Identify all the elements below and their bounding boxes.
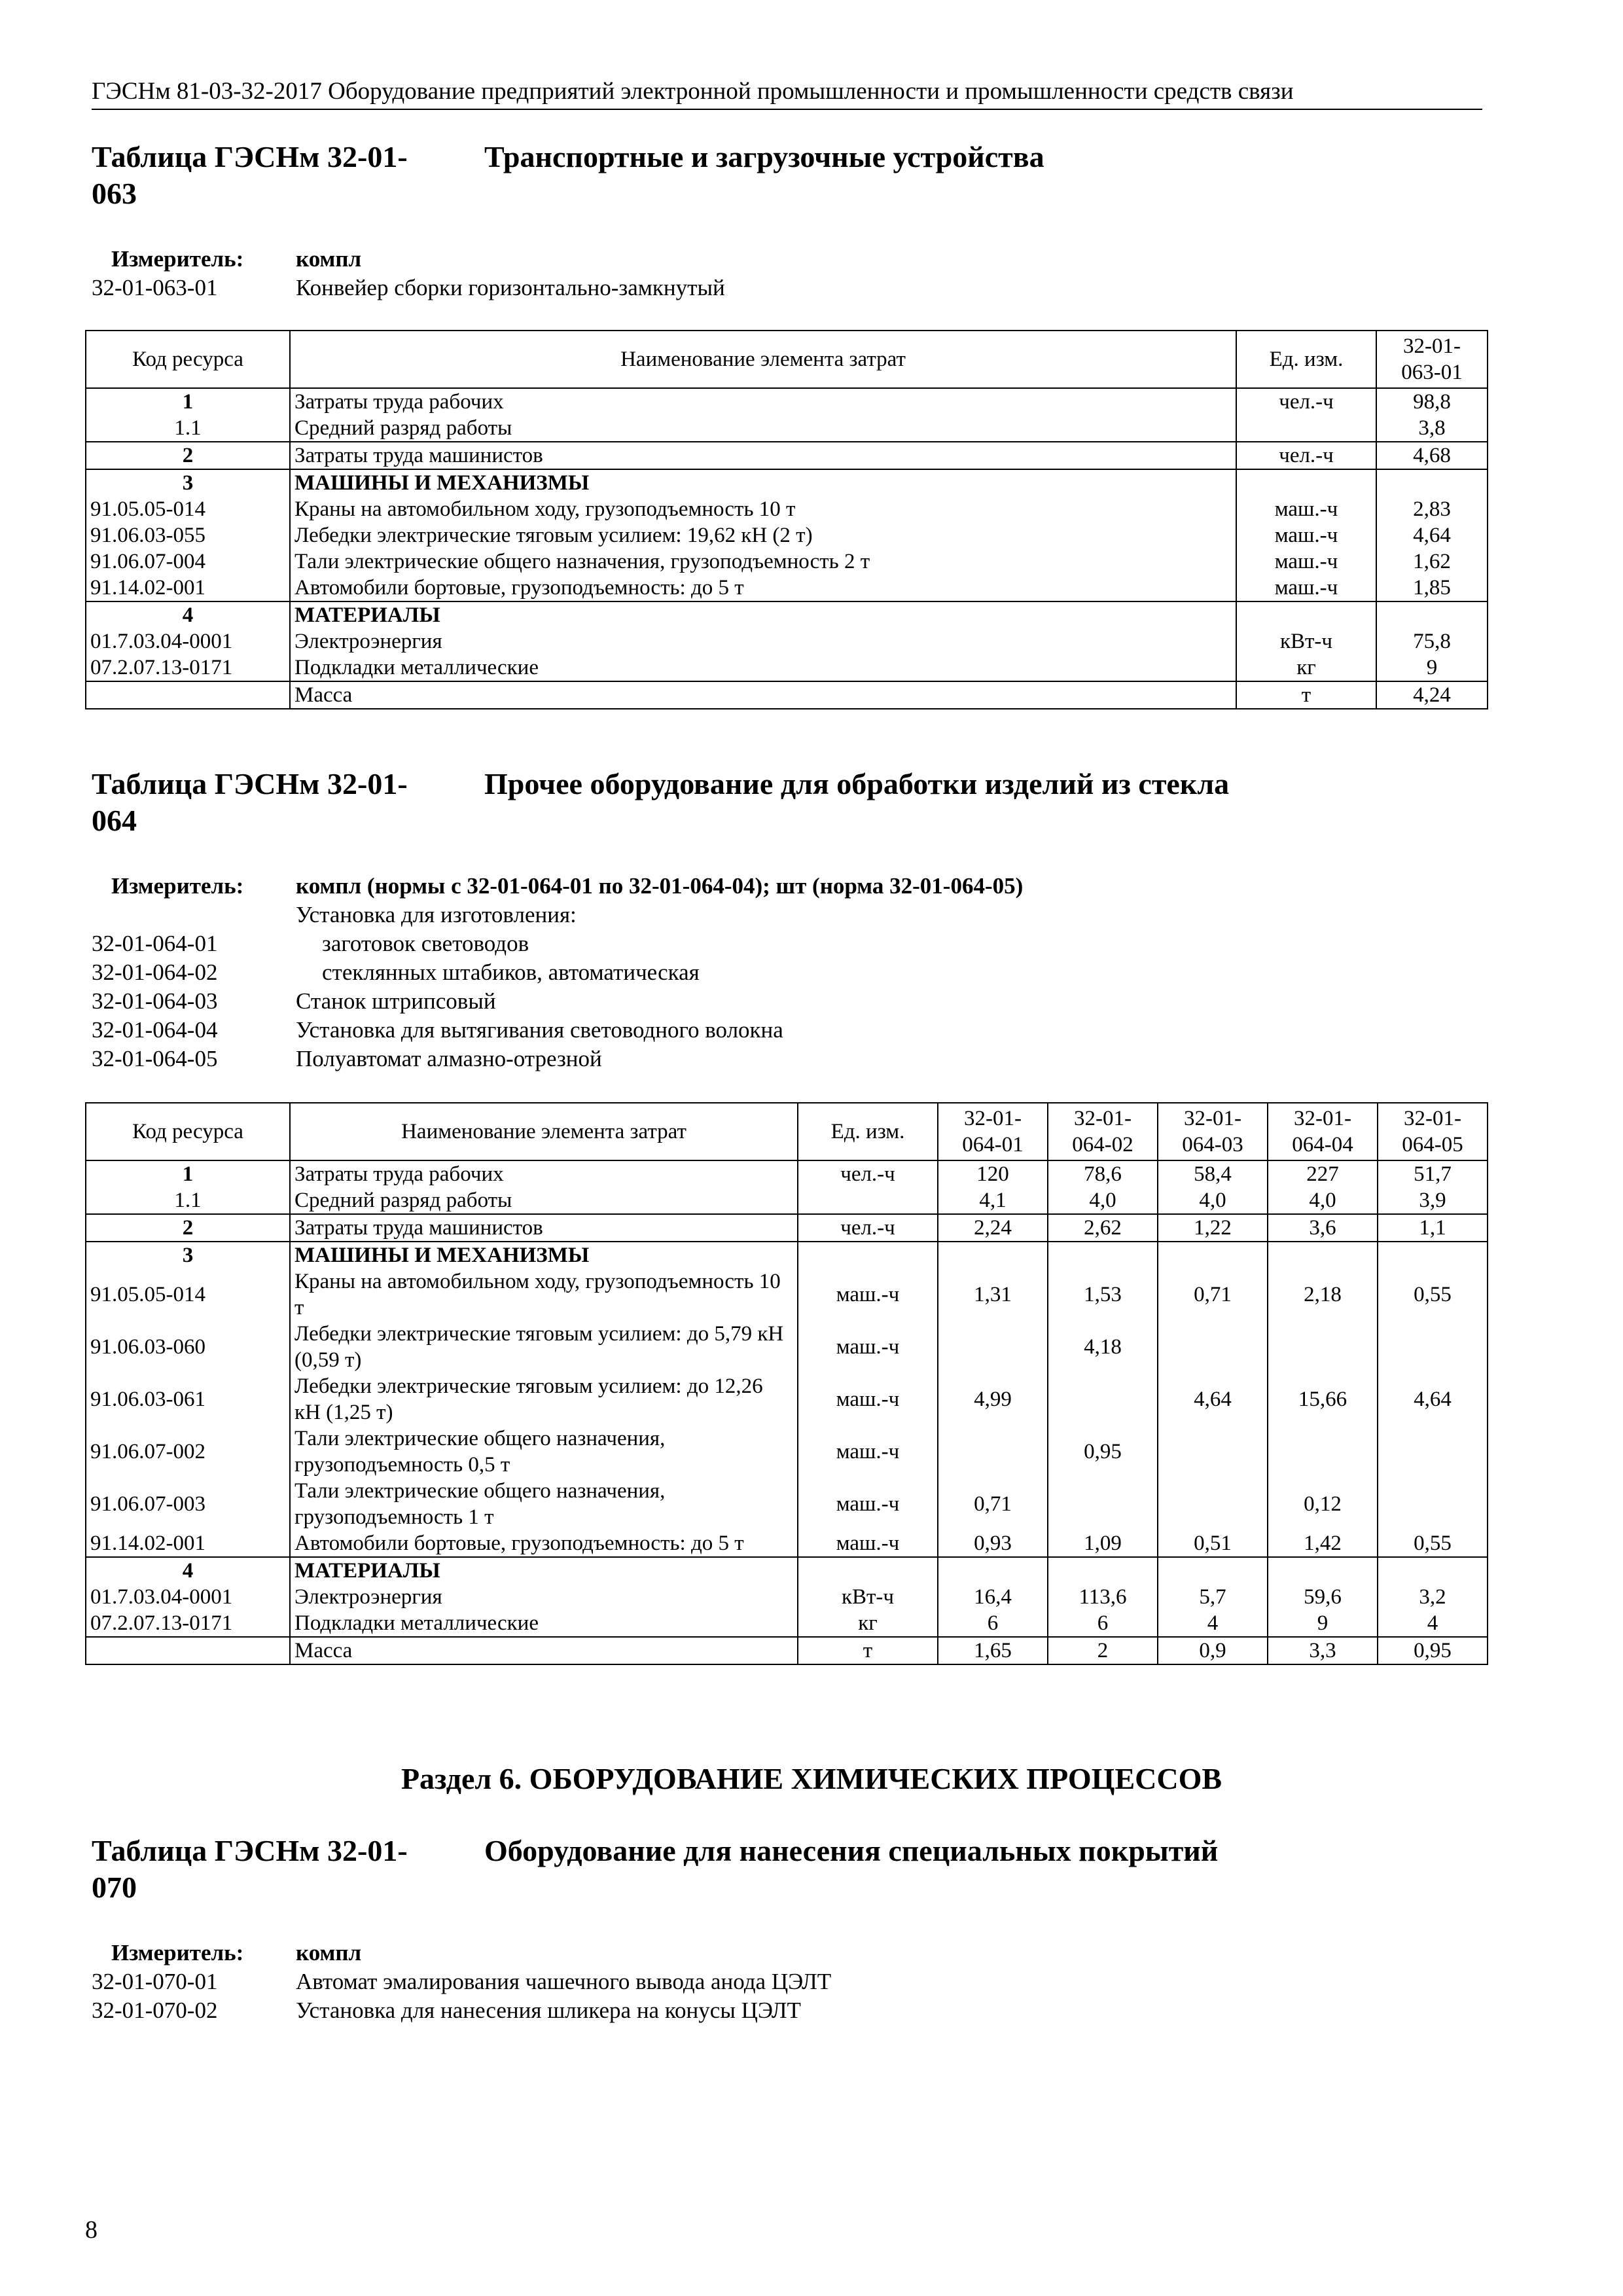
cell-value: 4,24 <box>1376 681 1488 709</box>
header-norm-col <box>938 1103 1048 1160</box>
cell-value <box>1048 1478 1158 1530</box>
cell-value <box>1376 601 1488 628</box>
norm-code: 32-01-063-01 <box>92 275 218 300</box>
table-063-number-line1: Таблица ГЭСНм 32-01- <box>92 140 408 173</box>
cell-name: МАТЕРИАЛЫ <box>290 1557 798 1584</box>
measure-value: компл <box>296 1940 362 1965</box>
measure-value: компл (нормы с 32-01-064-01 по 32-01-064-04); шт (норма 32-01-064-05) <box>296 873 1024 899</box>
cell-value: 6 <box>938 1610 1048 1637</box>
cell-value: 2,24 <box>938 1214 1048 1242</box>
cell-value: 51,7 <box>1378 1160 1488 1187</box>
cell-code: 07.2.07.13-0171 <box>86 655 290 681</box>
cell-value: 4,64 <box>1378 1373 1488 1426</box>
cell-value: 4 <box>1158 1610 1268 1637</box>
measure-label: Измеритель: <box>111 246 244 272</box>
cell-name: Тали электрические общего назначения, грузоподъемность 2 т <box>290 548 1236 575</box>
cell-code: 2 <box>86 442 290 469</box>
table-070-title <box>92 1833 1482 1906</box>
cell-unit: чел.-ч <box>798 1160 938 1187</box>
cell-value: 1,1 <box>1378 1214 1488 1242</box>
table-row <box>86 601 1488 628</box>
cell-value: 1,62 <box>1376 548 1488 575</box>
cell-name: Тали электрические общего назначения, грузоподъемность 1 т <box>290 1478 798 1530</box>
cell-unit <box>798 1187 938 1214</box>
cell-value: 2,83 <box>1376 496 1488 522</box>
table-row <box>86 548 1488 575</box>
cell-value: 113,6 <box>1048 1584 1158 1610</box>
header-name: Наименование элемента затрат <box>290 331 1236 388</box>
table-064-grid <box>85 1102 1488 1665</box>
norm-text: заготовок световодов <box>322 931 529 956</box>
table-row <box>86 1530 1488 1557</box>
cell-value <box>1376 469 1488 496</box>
cell-value: 6 <box>1048 1610 1158 1637</box>
table-row <box>86 522 1488 548</box>
cell-value: 9 <box>1268 1610 1378 1637</box>
cell-value <box>1158 1426 1268 1478</box>
table-063-measure <box>92 245 1482 302</box>
cell-name: Средний разряд работы <box>290 415 1236 442</box>
cell-code: 91.06.07-003 <box>86 1478 290 1530</box>
cell-name: Подкладки металлические <box>290 655 1236 681</box>
cell-unit: чел.-ч <box>1236 442 1376 469</box>
cell-code: 91.14.02-001 <box>86 1530 290 1557</box>
cell-value: 227 <box>1268 1160 1378 1187</box>
header-norm-col-l1: 32-01- <box>1074 1107 1132 1130</box>
norm-code: 32-01-064-02 <box>92 960 218 985</box>
cell-unit: кг <box>1236 655 1376 681</box>
cell-unit: кг <box>798 1610 938 1637</box>
header-norm-col <box>1376 331 1488 388</box>
cell-value: 0,93 <box>938 1530 1048 1557</box>
cell-code: 91.05.05-014 <box>86 1268 290 1321</box>
cell-value <box>1378 1426 1488 1478</box>
cell-value: 4,64 <box>1158 1373 1268 1426</box>
table-row <box>86 1160 1488 1187</box>
table-063-name: Транспортные и загрузочные устройства <box>484 140 1044 173</box>
table-row <box>86 1557 1488 1584</box>
cell-value <box>1048 1242 1158 1268</box>
cell-name: Затраты труда машинистов <box>290 1214 798 1242</box>
cell-value: 3,8 <box>1376 415 1488 442</box>
cell-value: 3,3 <box>1268 1637 1378 1664</box>
cell-value <box>1268 1321 1378 1373</box>
cell-unit <box>798 1242 938 1268</box>
table-064-measure <box>92 872 1482 1073</box>
norm-text: Автомат эмалирования чашечного вывода анода ЦЭЛТ <box>296 1969 832 1994</box>
cell-code: 4 <box>86 1557 290 1584</box>
cell-name: Лебедки электрические тяговым усилием: до 12,26 кН (1,25 т) <box>290 1373 798 1426</box>
cell-value: 0,71 <box>1158 1268 1268 1321</box>
table-row <box>86 415 1488 442</box>
cell-value <box>1268 1426 1378 1478</box>
cell-value <box>938 1426 1048 1478</box>
cell-code: 07.2.07.13-0171 <box>86 1610 290 1637</box>
cell-value <box>1158 1321 1268 1373</box>
cell-value <box>1378 1242 1488 1268</box>
measure-label: Измеритель: <box>111 1940 244 1965</box>
cell-value: 0,12 <box>1268 1478 1378 1530</box>
table-063-grid <box>85 330 1488 709</box>
cell-unit: маш.-ч <box>798 1478 938 1530</box>
table-064-number-line2: 064 <box>92 804 137 837</box>
table-064-name: Прочее оборудование для обработки изделий из стекла <box>484 767 1230 800</box>
cell-value: 4,1 <box>938 1187 1048 1214</box>
table-row <box>86 628 1488 655</box>
table-row <box>86 1584 1488 1610</box>
header-norm-col-l2: 064-05 <box>1402 1133 1463 1157</box>
cell-unit <box>798 1557 938 1584</box>
cell-value <box>1378 1321 1488 1373</box>
table-row <box>86 655 1488 681</box>
table-row <box>86 681 1488 709</box>
cell-unit: маш.-ч <box>1236 496 1376 522</box>
cell-value: 98,8 <box>1376 388 1488 415</box>
cell-value: 59,6 <box>1268 1584 1378 1610</box>
cell-name: Лебедки электрические тяговым усилием: 19,62 кН (2 т) <box>290 522 1236 548</box>
norm-code: 32-01-070-02 <box>92 1998 218 2023</box>
cell-name: Подкладки металлические <box>290 1610 798 1637</box>
header-norm-col-l1: 32-01- <box>964 1107 1022 1130</box>
cell-unit <box>1236 469 1376 496</box>
cell-value: 1,85 <box>1376 575 1488 601</box>
cell-name: Затраты труда рабочих <box>290 1160 798 1187</box>
cell-name: Электроэнергия <box>290 628 1236 655</box>
cell-value: 0,51 <box>1158 1530 1268 1557</box>
cell-value: 15,66 <box>1268 1373 1378 1426</box>
cell-value <box>1378 1557 1488 1584</box>
cell-value: 1,53 <box>1048 1268 1158 1321</box>
cell-value: 4,0 <box>1048 1187 1158 1214</box>
table-070-measure <box>92 1939 1482 2025</box>
cell-name: Лебедки электрические тяговым усилием: до 5,79 кН (0,59 т) <box>290 1321 798 1373</box>
table-row <box>86 1242 1488 1268</box>
table-064-title <box>92 766 1482 839</box>
cell-code: 1 <box>86 388 290 415</box>
cell-unit: маш.-ч <box>1236 548 1376 575</box>
table-row <box>86 388 1488 415</box>
cell-name: МАШИНЫ И МЕХАНИЗМЫ <box>290 469 1236 496</box>
table-070-number <box>92 1833 458 1906</box>
norm-code: 32-01-064-05 <box>92 1046 218 1071</box>
norm-text: стеклянных штабиков, автоматическая <box>322 960 700 985</box>
header-code: Код ресурса <box>86 1103 290 1160</box>
cell-code: 91.06.03-060 <box>86 1321 290 1373</box>
header-norm-col-l1: 32-01- <box>1184 1107 1241 1130</box>
table-row <box>86 575 1488 601</box>
cell-name: Масса <box>290 1637 798 1664</box>
cell-code: 1.1 <box>86 1187 290 1214</box>
page-number: 8 <box>85 2216 98 2244</box>
cell-value: 5,7 <box>1158 1584 1268 1610</box>
table-070-number-line1: Таблица ГЭСНм 32-01- <box>92 1834 408 1867</box>
cell-value: 2,62 <box>1048 1214 1158 1242</box>
cell-value: 0,55 <box>1378 1530 1488 1557</box>
cell-value: 0,95 <box>1048 1426 1158 1478</box>
norm-text: Станок штрипсовый <box>296 988 496 1014</box>
table-070-name: Оборудование для нанесения специальных покрытий <box>484 1834 1219 1867</box>
cell-code: 01.7.03.04-0001 <box>86 1584 290 1610</box>
cell-value: 78,6 <box>1048 1160 1158 1187</box>
cell-unit: маш.-ч <box>1236 522 1376 548</box>
header-norm-col <box>1378 1103 1488 1160</box>
measure-value: компл <box>296 246 362 272</box>
cell-value: 75,8 <box>1376 628 1488 655</box>
cell-value: 1,09 <box>1048 1530 1158 1557</box>
table-row <box>86 496 1488 522</box>
header-norm-col-l1: 32-01- <box>1294 1107 1351 1130</box>
cell-name: Затраты труда машинистов <box>290 442 1236 469</box>
section-title: Раздел 6. ОБОРУДОВАНИЕ ХИМИЧЕСКИХ ПРОЦЕССОВ <box>401 1762 1222 1795</box>
cell-code: 91.05.05-014 <box>86 496 290 522</box>
cell-code: 4 <box>86 601 290 628</box>
cell-value: 2,18 <box>1268 1268 1378 1321</box>
cell-value: 1,42 <box>1268 1530 1378 1557</box>
cell-code: 91.14.02-001 <box>86 575 290 601</box>
header-norm-col <box>1158 1103 1268 1160</box>
cell-code: 3 <box>86 469 290 496</box>
table-row <box>86 1187 1488 1214</box>
table-row <box>86 1478 1488 1530</box>
cell-code <box>86 681 290 709</box>
cell-value: 4,18 <box>1048 1321 1158 1373</box>
header-norm-col <box>1268 1103 1378 1160</box>
table-063-title <box>92 139 1482 212</box>
table-070-number-line2: 070 <box>92 1871 137 1904</box>
table-064-number <box>92 766 458 839</box>
cell-value <box>1048 1373 1158 1426</box>
norm-text: Установка для вытягивания световодного волокна <box>296 1017 783 1043</box>
cell-name: Автомобили бортовые, грузоподъемность: до 5 т <box>290 1530 798 1557</box>
cell-value: 1,65 <box>938 1637 1048 1664</box>
header-norm-col-l2: 064-01 <box>962 1133 1024 1157</box>
cell-value: 0,9 <box>1158 1637 1268 1664</box>
cell-unit <box>1236 601 1376 628</box>
cell-name: Тали электрические общего назначения, грузоподъемность 0,5 т <box>290 1426 798 1478</box>
cell-value: 4,0 <box>1268 1187 1378 1214</box>
cell-unit: кВт-ч <box>1236 628 1376 655</box>
cell-unit: кВт-ч <box>798 1584 938 1610</box>
table-row <box>86 1214 1488 1242</box>
header-code: Код ресурса <box>86 331 290 388</box>
cell-unit: маш.-ч <box>798 1268 938 1321</box>
cell-unit: маш.-ч <box>798 1373 938 1426</box>
cell-code: 91.06.07-002 <box>86 1426 290 1478</box>
header-name: Наименование элемента затрат <box>290 1103 798 1160</box>
cell-unit: маш.-ч <box>798 1530 938 1557</box>
header-norm-col-l1: 32-01- <box>1404 1107 1461 1130</box>
table-063-number-line2: 063 <box>92 177 137 210</box>
norm-code: 32-01-070-01 <box>92 1969 218 1994</box>
cell-value <box>1048 1557 1158 1584</box>
cell-code: 91.06.03-055 <box>86 522 290 548</box>
cell-name: Электроэнергия <box>290 1584 798 1610</box>
cell-value: 1,22 <box>1158 1214 1268 1242</box>
table-063-number <box>92 139 458 212</box>
cell-name: Средний разряд работы <box>290 1187 798 1214</box>
cell-value <box>1378 1478 1488 1530</box>
cell-value: 3,9 <box>1378 1187 1488 1214</box>
cell-value: 16,4 <box>938 1584 1048 1610</box>
norm-text: Конвейер сборки горизонтально-замкнутый <box>296 275 725 300</box>
cell-code: 2 <box>86 1214 290 1242</box>
header-norm-col-l2: 064-03 <box>1182 1133 1243 1157</box>
cell-value: 9 <box>1376 655 1488 681</box>
cell-value <box>938 1321 1048 1373</box>
norm-text: Полуавтомат алмазно-отрезной <box>296 1046 602 1071</box>
cell-code: 1 <box>86 1160 290 1187</box>
table-row <box>86 442 1488 469</box>
table-row <box>86 1268 1488 1321</box>
cell-unit <box>1236 415 1376 442</box>
cell-name: Автомобили бортовые, грузоподъемность: до 5 т <box>290 575 1236 601</box>
norm-code: 32-01-064-04 <box>92 1017 218 1043</box>
cell-value: 4,0 <box>1158 1187 1268 1214</box>
cell-value: 3,2 <box>1378 1584 1488 1610</box>
header-norm-col-l1: 32-01- <box>1403 334 1461 358</box>
cell-value: 120 <box>938 1160 1048 1187</box>
table-row <box>86 1637 1488 1664</box>
cell-value: 2 <box>1048 1637 1158 1664</box>
table-row <box>86 469 1488 496</box>
norm-text: Установка для нанесения шликера на конусы ЦЭЛТ <box>296 1998 801 2023</box>
cell-name: Краны на автомобильном ходу, грузоподъемность 10 т <box>290 496 1236 522</box>
norm-subhead: Установка для изготовления: <box>296 902 577 927</box>
table-row <box>86 1426 1488 1478</box>
cell-name: Затраты труда рабочих <box>290 388 1236 415</box>
cell-code: 3 <box>86 1242 290 1268</box>
header-norm-col-l2: 063-01 <box>1401 361 1463 384</box>
cell-value: 4,99 <box>938 1373 1048 1426</box>
cell-unit: чел.-ч <box>1236 388 1376 415</box>
cell-value: 4 <box>1378 1610 1488 1637</box>
table-row <box>86 1610 1488 1637</box>
norm-code: 32-01-064-01 <box>92 931 218 956</box>
cell-unit: чел.-ч <box>798 1214 938 1242</box>
cell-value: 3,6 <box>1268 1214 1378 1242</box>
cell-unit: т <box>798 1637 938 1664</box>
cell-value: 4,64 <box>1376 522 1488 548</box>
cell-value <box>1158 1242 1268 1268</box>
table-row <box>86 1321 1488 1373</box>
header-norm-col-l2: 064-02 <box>1072 1133 1133 1157</box>
cell-value: 0,71 <box>938 1478 1048 1530</box>
header-unit: Ед. изм. <box>1236 331 1376 388</box>
cell-value: 58,4 <box>1158 1160 1268 1187</box>
cell-name: МАШИНЫ И МЕХАНИЗМЫ <box>290 1242 798 1268</box>
cell-value: 0,95 <box>1378 1637 1488 1664</box>
cell-value: 4,68 <box>1376 442 1488 469</box>
table-row <box>86 1373 1488 1426</box>
cell-value <box>1268 1557 1378 1584</box>
header-norm-col <box>1048 1103 1158 1160</box>
cell-unit: маш.-ч <box>1236 575 1376 601</box>
cell-unit: маш.-ч <box>798 1426 938 1478</box>
cell-value <box>1268 1242 1378 1268</box>
cell-value <box>1158 1478 1268 1530</box>
cell-value: 1,31 <box>938 1268 1048 1321</box>
cell-code: 01.7.03.04-0001 <box>86 628 290 655</box>
cell-unit: маш.-ч <box>798 1321 938 1373</box>
cell-code: 91.06.03-061 <box>86 1373 290 1426</box>
running-header: ГЭСНм 81-03-32-2017 Оборудование предприятий электронной промышленности и промышленности средств связи <box>92 77 1482 110</box>
cell-code <box>86 1637 290 1664</box>
cell-value <box>938 1242 1048 1268</box>
cell-code: 1.1 <box>86 415 290 442</box>
measure-label: Измеритель: <box>111 873 244 899</box>
cell-name: Масса <box>290 681 1236 709</box>
cell-code: 91.06.07-004 <box>86 548 290 575</box>
cell-value <box>1158 1557 1268 1584</box>
header-norm-col-l2: 064-04 <box>1292 1133 1353 1157</box>
cell-value: 0,55 <box>1378 1268 1488 1321</box>
header-unit: Ед. изм. <box>798 1103 938 1160</box>
cell-value <box>938 1557 1048 1584</box>
table-064-number-line1: Таблица ГЭСНм 32-01- <box>92 767 408 800</box>
cell-name: Краны на автомобильном ходу, грузоподъемность 10 т <box>290 1268 798 1321</box>
cell-unit: т <box>1236 681 1376 709</box>
norm-code: 32-01-064-03 <box>92 988 218 1014</box>
cell-name: МАТЕРИАЛЫ <box>290 601 1236 628</box>
